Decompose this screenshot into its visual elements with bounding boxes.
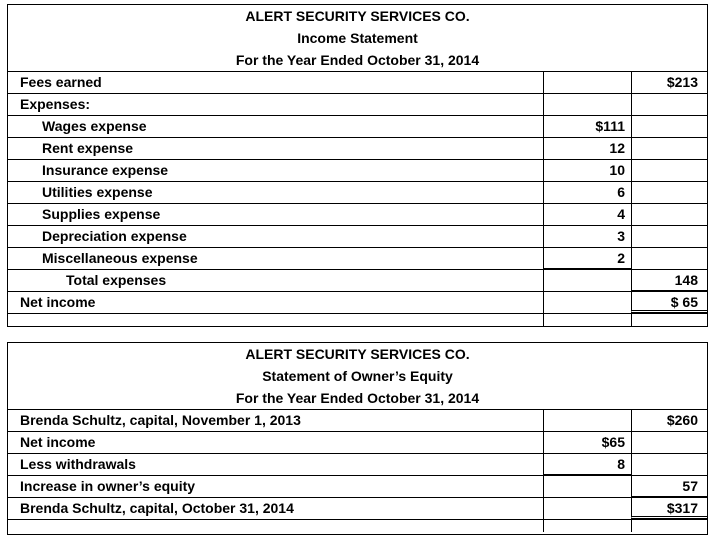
increase-value: 57 <box>631 476 707 497</box>
net-income-value: $65 <box>543 432 631 453</box>
expense-row <box>8 204 707 226</box>
expense-label: Supplies expense <box>42 206 161 222</box>
expense-value: 3 <box>543 226 631 247</box>
expenses-heading-row <box>8 94 707 116</box>
expenses-heading: Expenses: <box>20 96 91 112</box>
capital-begin-label: Brenda Schultz, capital, November 1, 2013 <box>20 412 301 428</box>
withdrawals-row <box>8 454 707 476</box>
expense-row <box>8 226 707 248</box>
capital-end-value: $317 <box>631 498 707 519</box>
expense-value: 6 <box>543 182 631 203</box>
expense-row <box>8 138 707 160</box>
capital-end-row <box>8 498 707 520</box>
net-income-row <box>8 292 707 314</box>
increase-label: Increase in owner’s equity <box>20 478 196 494</box>
withdrawals-value: 8 <box>543 454 631 475</box>
expense-label: Rent expense <box>42 140 134 156</box>
fees-earned-value: $213 <box>631 72 707 93</box>
expense-label: Wages expense <box>42 118 147 134</box>
equity-statement-header <box>8 343 707 410</box>
net-income-row <box>8 432 707 454</box>
statement-title: Statement of Owner’s Equity <box>262 368 453 384</box>
total-expenses-value: 148 <box>631 270 707 291</box>
net-income-value: $ 65 <box>631 292 707 313</box>
capital-begin-row <box>8 410 707 432</box>
expense-row <box>8 160 707 182</box>
total-expenses-label: Total expenses <box>66 272 167 288</box>
blank-row <box>8 314 707 326</box>
expense-row <box>8 248 707 270</box>
statement-period: For the Year Ended October 31, 2014 <box>235 390 480 406</box>
withdrawals-label: Less withdrawals <box>20 456 136 472</box>
owners-equity-statement <box>7 342 708 535</box>
expense-row <box>8 182 707 204</box>
income-statement <box>7 4 708 327</box>
capital-end-label: Brenda Schultz, capital, October 31, 2014 <box>20 500 294 516</box>
expense-value: 2 <box>543 248 631 269</box>
expense-label: Utilities expense <box>42 184 153 200</box>
net-income-label: Net income <box>20 434 96 450</box>
total-expenses-row <box>8 270 707 292</box>
blank-row <box>8 520 707 532</box>
expense-label: Miscellaneous expense <box>42 250 198 266</box>
expense-row <box>8 116 707 138</box>
fees-earned-label: Fees earned <box>20 74 102 90</box>
statement-title: Income Statement <box>297 30 418 46</box>
fees-earned-row <box>8 72 707 94</box>
net-income-label: Net income <box>20 294 96 310</box>
company-name: ALERT SECURITY SERVICES CO. <box>245 346 470 362</box>
expense-label: Insurance expense <box>42 162 169 178</box>
capital-begin-value: $260 <box>631 410 707 431</box>
income-statement-header <box>8 5 707 72</box>
statement-period: For the Year Ended October 31, 2014 <box>235 52 480 68</box>
expense-value: $111 <box>543 116 631 137</box>
increase-row <box>8 476 707 498</box>
expense-label: Depreciation expense <box>42 228 187 244</box>
expense-value: 12 <box>543 138 631 159</box>
company-name: ALERT SECURITY SERVICES CO. <box>245 8 470 24</box>
expense-value: 4 <box>543 204 631 225</box>
expense-value: 10 <box>543 160 631 181</box>
